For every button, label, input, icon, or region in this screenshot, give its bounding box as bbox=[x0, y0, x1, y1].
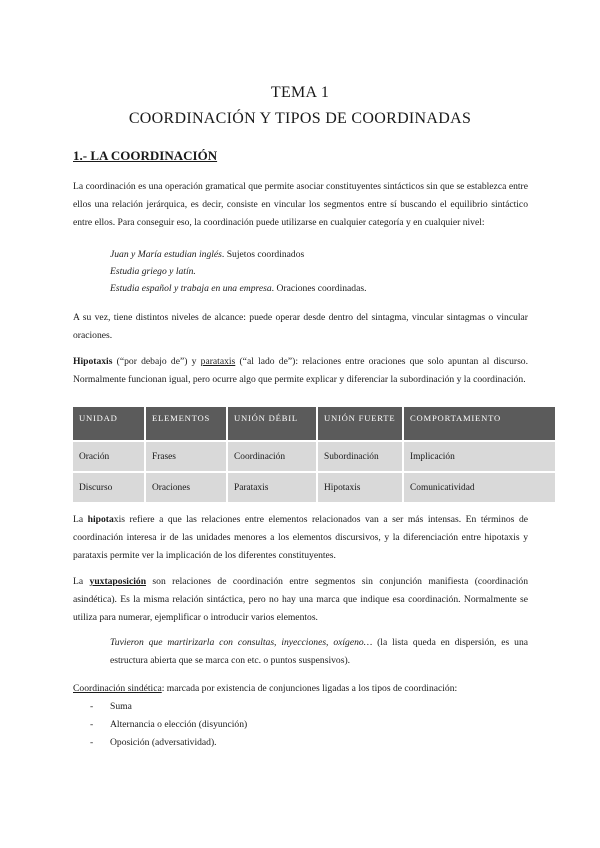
paragraph-hipotaxis: Hipotaxis (“por debajo de”) y parataxis (“al lado de”): relaciones entre oraciones que solo apuntan al discurso. Normalmente funcionan igual, pero ocurre algo que permite explicar y diferenciar la subordinación y la coordinación. bbox=[73, 356, 528, 385]
term-yuxtaposicion: yuxtaposición bbox=[89, 576, 147, 587]
table-row bbox=[73, 441, 555, 472]
table-cell: Subordinación bbox=[317, 441, 403, 472]
table-cell: Discurso bbox=[73, 472, 145, 502]
paragraph-sindetica: Coordinación sindética: marcada por existencia de conjunciones ligadas a los tipos de coordinación: bbox=[73, 683, 458, 694]
paragraph-alcance: A su vez, tiene distintos niveles de alcance: puede operar desde dentro del sintagma, vincular sintagmas o vincular oraciones. bbox=[73, 312, 528, 341]
table-cell: Implicación bbox=[403, 441, 555, 472]
paragraph-example-asindetica: Tuvieron que martirizarla con consultas, inyecciones, oxígeno… (la lista queda en dispersión, es una estructura abierta que se marca con etc. o puntos suspensivos). bbox=[110, 637, 529, 666]
document-title: COORDINACIÓN Y TIPOS DE COORDINADAS bbox=[128, 110, 472, 127]
table-cell: Frases bbox=[145, 441, 227, 472]
table-row bbox=[73, 472, 555, 502]
list-item: - Oposición (adversatividad). bbox=[90, 737, 217, 748]
example-line bbox=[110, 246, 304, 263]
table-cell: Parataxis bbox=[227, 472, 317, 502]
section-heading: 1.- LA COORDINACIÓN bbox=[73, 148, 218, 163]
comparison-table bbox=[73, 407, 555, 502]
example-italic: Juan y María estudian inglés bbox=[110, 249, 222, 260]
example-line bbox=[110, 280, 367, 297]
table-cell: Oraciones bbox=[145, 472, 227, 502]
table-cell: Comunicatividad bbox=[403, 472, 555, 502]
list-item: - Alternancia o elección (disyunción) bbox=[90, 719, 248, 730]
term-parataxis: parataxis bbox=[200, 356, 236, 367]
example-italic: Estudia griego y latín. bbox=[110, 266, 196, 277]
column-header: UNIÓN FUERTE bbox=[317, 407, 403, 441]
term-coordinacion-sindetica: Coordinación sindética bbox=[73, 683, 162, 694]
coordination-types-list bbox=[90, 698, 247, 752]
paragraph-yuxtaposicion: La yuxtaposición son relaciones de coordinación entre segmentos sin conjunción manifiesta (coordinación asindética). Es la misma relación sintáctica, pero no hay una marca que indique esa coordinación. Normalmente se utiliza para numerar, ejemplificar o introducir varios elementos. bbox=[73, 576, 528, 623]
table-cell: Oración bbox=[73, 441, 145, 472]
table-cell: Hipotaxis bbox=[317, 472, 403, 502]
paragraph-hipotaxis-intensidad: La hipotaxis refiere a que las relaciones entre elementos relacionados van a ser más intensas. En términos de coordinación interesa ir de las unidades menores a los elementos discursivos, y la diferenciación entre hipotaxis y parataxis permite ver la implicación de los diferentes constituyentes. bbox=[73, 514, 528, 561]
column-header: COMPORTAMIENTO bbox=[403, 407, 555, 441]
paragraph-definition: La coordinación es una operación gramatical que permite asociar constituyentes sintácticos sin que se establezca entre ellos una relación jerárquica, es decir, consiste en vincular los segmentos entre sí buscando el equilibrio sintáctico entre ellos. Para conseguir eso, la coordinación puede utilizarse en cualquier categoría y en cualquier nivel: bbox=[73, 181, 528, 228]
list-item: - Suma bbox=[90, 701, 132, 712]
example-line bbox=[110, 263, 196, 280]
table-cell: Coordinación bbox=[227, 441, 317, 472]
column-header: UNIÓN DÉBIL bbox=[227, 407, 317, 441]
example-plain: . Oraciones coordinadas. bbox=[271, 283, 367, 294]
example-italic: Tuvieron que martirizarla con consultas, inyecciones, oxígeno… bbox=[110, 637, 373, 648]
term-hipotaxis: Hipotaxis bbox=[73, 356, 113, 367]
example-italic: Estudia español y trabaja en una empresa bbox=[110, 283, 272, 294]
term-hipotaxis-bold: hipota bbox=[87, 514, 114, 525]
tema-number: TEMA 1 bbox=[270, 84, 330, 101]
column-header: UNIDAD bbox=[73, 407, 145, 441]
column-header: ELEMENTOS bbox=[145, 407, 227, 441]
table-header-row bbox=[73, 407, 555, 441]
example-plain: . Sujetos coordinados bbox=[221, 249, 305, 260]
